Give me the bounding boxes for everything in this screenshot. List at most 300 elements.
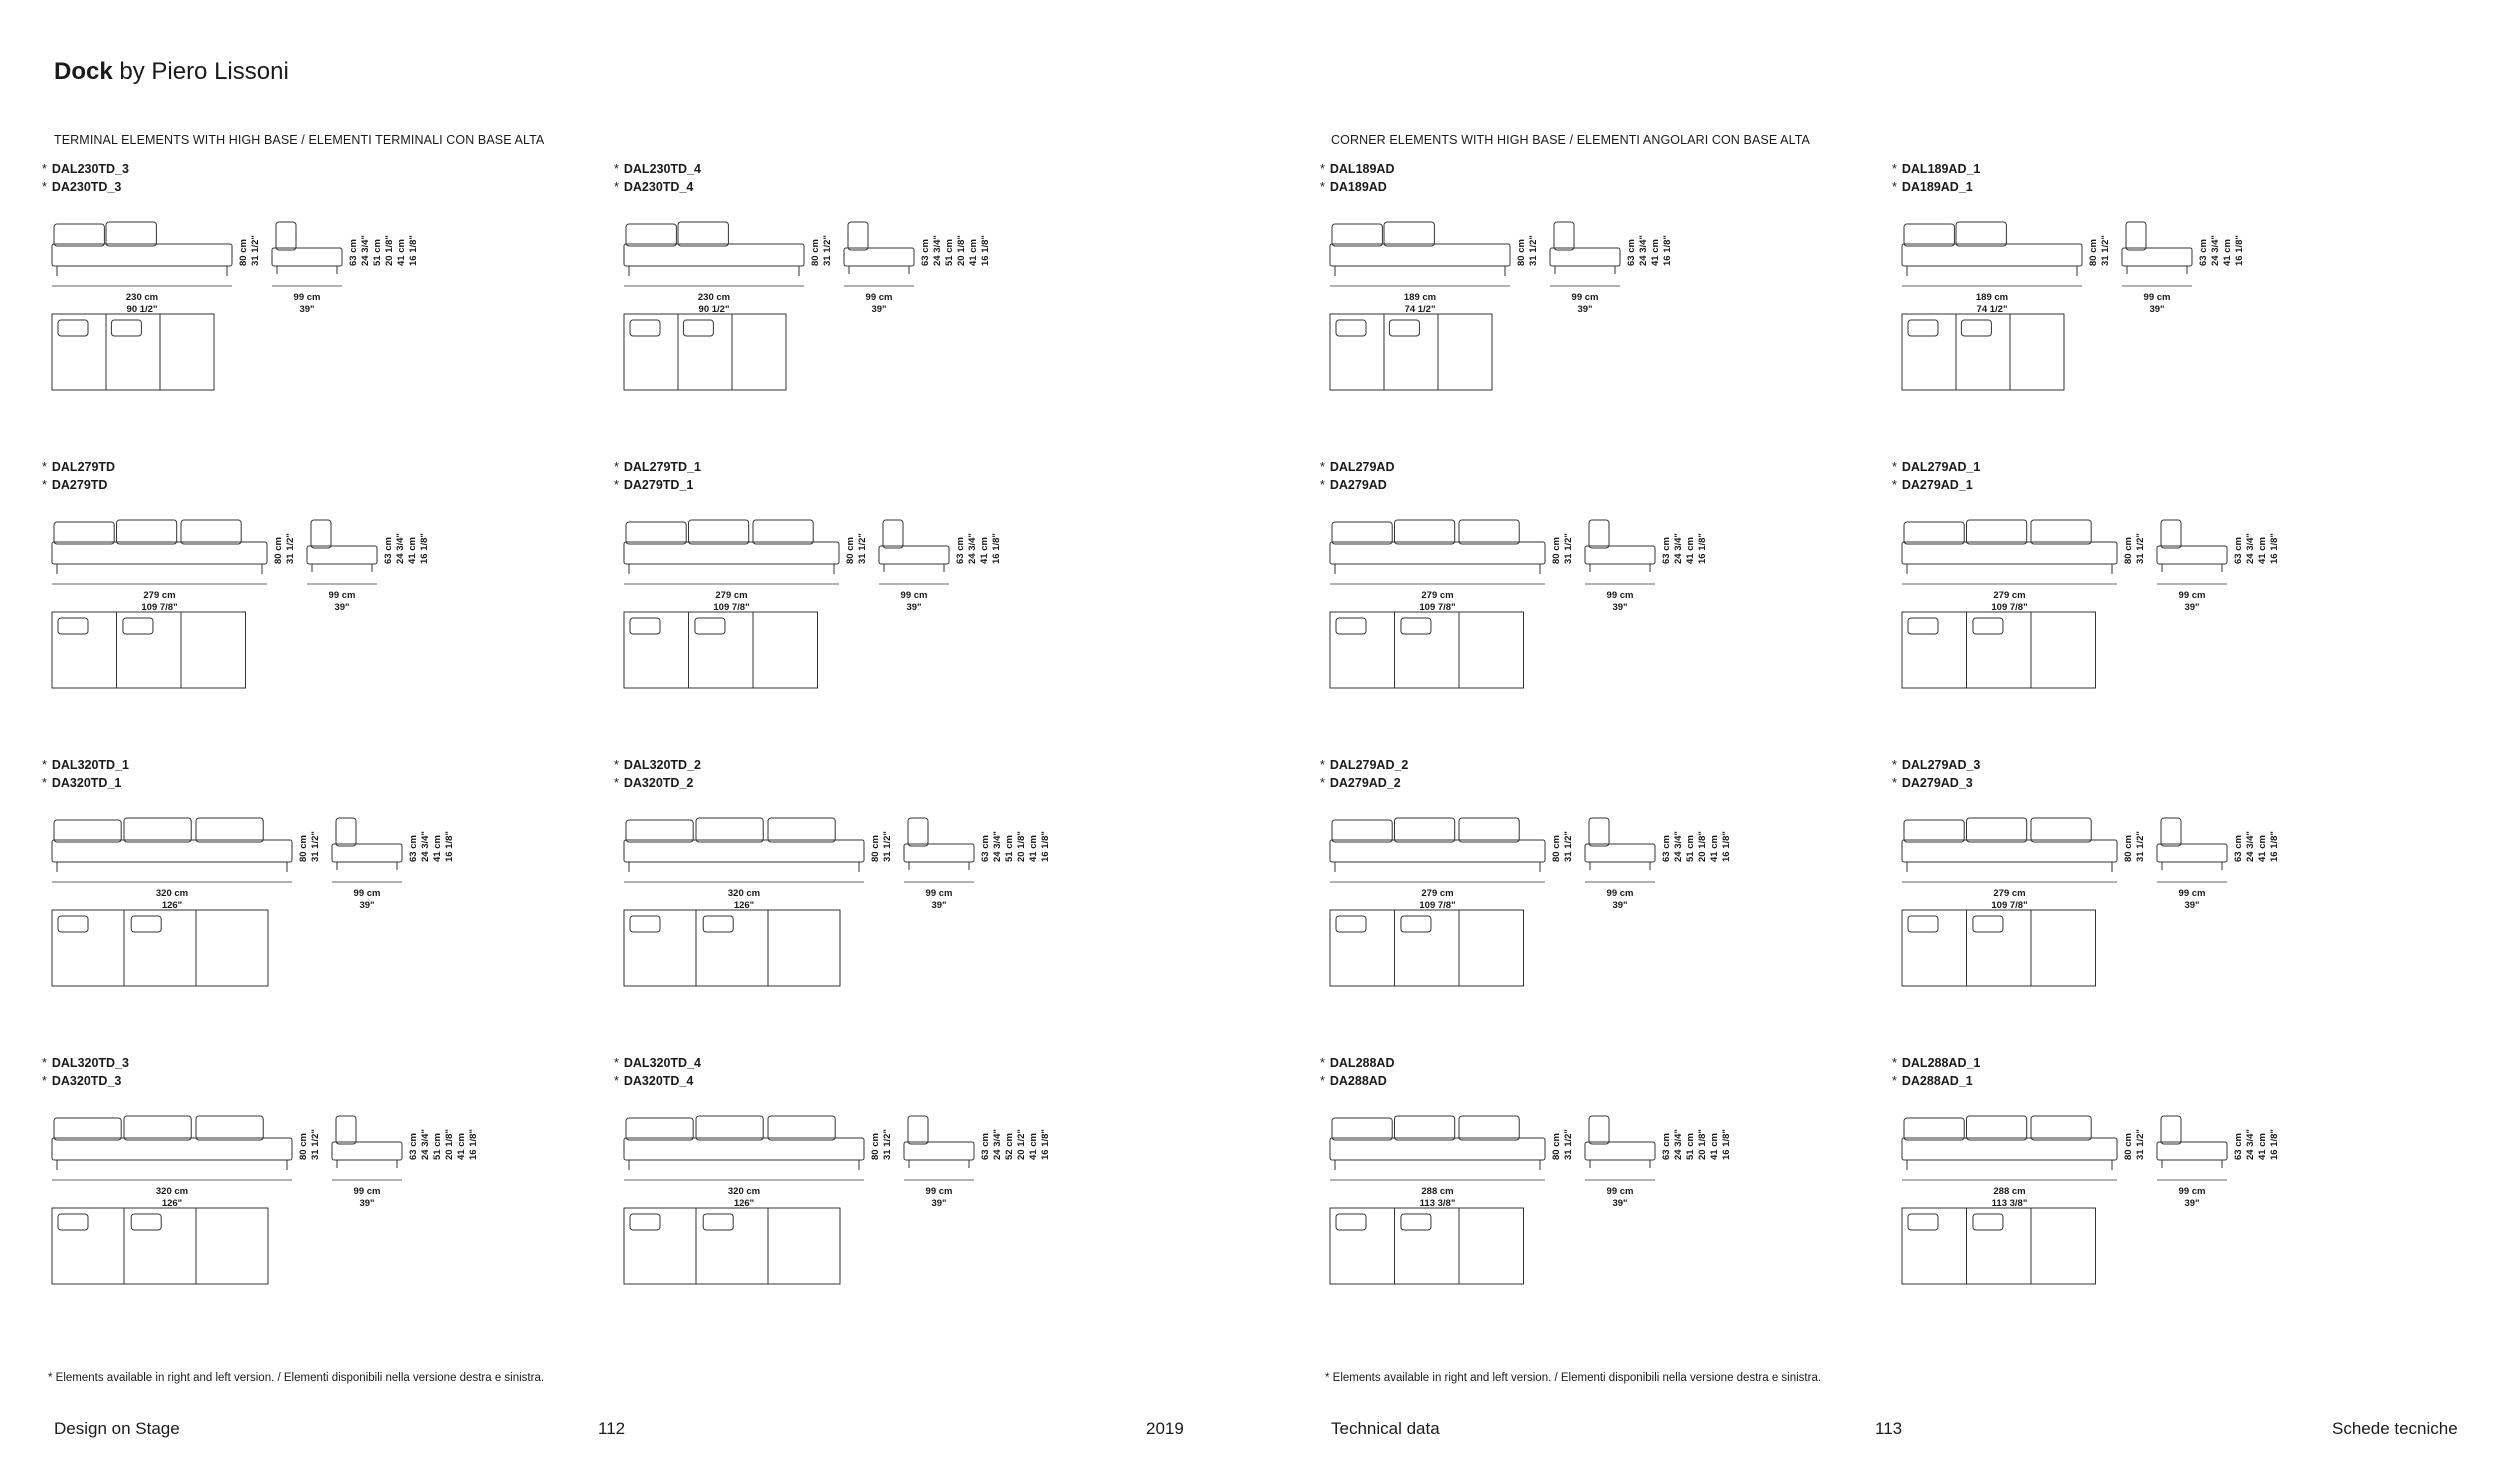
asterisk-marker: * bbox=[1892, 1074, 1897, 1088]
depth-inch-label: 39" bbox=[1612, 1198, 1628, 1209]
width-cm-label: 279 cm bbox=[1993, 888, 2026, 899]
height-label: 63 cm bbox=[2233, 1133, 2244, 1160]
height-label: 16 1/8" bbox=[991, 533, 1002, 564]
product-code bbox=[614, 756, 1174, 774]
height-label: 24 3/4" bbox=[2245, 831, 2256, 862]
width-cm-label: 279 cm bbox=[143, 590, 176, 601]
code-text: DAL320TD_1 bbox=[51, 758, 129, 772]
depth-inch-label: 39" bbox=[2149, 304, 2165, 315]
width-inch-label: 74 1/2" bbox=[1976, 304, 2008, 315]
height-label: 63 cm bbox=[408, 1133, 419, 1160]
height-label: 24 3/4" bbox=[420, 831, 431, 862]
asterisk-marker: * bbox=[42, 776, 47, 790]
height-label: 20 1/8" bbox=[1697, 1129, 1708, 1160]
height-label: 16 1/8" bbox=[468, 1129, 479, 1160]
width-cm-label: 288 cm bbox=[1993, 1186, 2026, 1197]
asterisk-marker: * bbox=[1892, 758, 1897, 772]
product-entry bbox=[1892, 160, 2452, 442]
footer-page-number: 112 bbox=[598, 1419, 626, 1438]
height-label: 20 1/8" bbox=[384, 235, 395, 266]
depth-cm-label: 99 cm bbox=[925, 1186, 953, 1197]
height-label: 41 cm bbox=[1685, 537, 1696, 564]
height-label: 41 cm bbox=[968, 239, 979, 266]
code-text: DA288AD bbox=[1329, 1074, 1387, 1088]
product-code bbox=[1320, 774, 1880, 792]
height-label: 20 1/8" bbox=[956, 235, 967, 266]
width-inch-label: 109 7/8" bbox=[1419, 900, 1456, 911]
depth-cm-label: 99 cm bbox=[293, 292, 321, 303]
depth-inch-label: 39" bbox=[871, 304, 887, 315]
height-label: 41 cm bbox=[2257, 835, 2268, 862]
depth-inch-label: 39" bbox=[931, 900, 947, 911]
height-label: 80 cm bbox=[2123, 537, 2134, 564]
product-code bbox=[42, 160, 602, 178]
height-label: 24 3/4" bbox=[1638, 235, 1649, 266]
footer-left-label: Design on Stage bbox=[54, 1419, 180, 1438]
depth-cm-label: 99 cm bbox=[1571, 292, 1599, 303]
sofa-drawing bbox=[1892, 500, 2452, 740]
height-label: 31 1/2" bbox=[2135, 831, 2146, 862]
product-entry bbox=[42, 160, 602, 442]
asterisk-marker: * bbox=[42, 1074, 47, 1088]
code-text: DA320TD_3 bbox=[51, 1074, 122, 1088]
code-text: DAL279AD_2 bbox=[1329, 758, 1409, 772]
height-label: 80 cm bbox=[845, 537, 856, 564]
height-label: 51 cm bbox=[1685, 835, 1696, 862]
asterisk-marker: * bbox=[42, 460, 47, 474]
sofa-drawing bbox=[614, 798, 1174, 1038]
height-label: 16 1/8" bbox=[1721, 831, 1732, 862]
product-entry bbox=[42, 756, 602, 1038]
depth-cm-label: 99 cm bbox=[1606, 1186, 1634, 1197]
product-entry bbox=[1320, 458, 1880, 740]
asterisk-marker: * bbox=[42, 162, 47, 176]
height-label: 63 cm bbox=[980, 835, 991, 862]
width-inch-label: 109 7/8" bbox=[1991, 602, 2028, 613]
code-text: DA288AD_1 bbox=[1901, 1074, 1973, 1088]
height-label: 80 cm bbox=[238, 239, 249, 266]
height-label: 80 cm bbox=[298, 835, 309, 862]
product-entry bbox=[1320, 756, 1880, 1038]
product-code bbox=[1320, 756, 1880, 774]
product-entry bbox=[1320, 160, 1880, 442]
code-text: DAL288AD_1 bbox=[1901, 1056, 1981, 1070]
code-text: DAL320TD_2 bbox=[623, 758, 701, 772]
sofa-drawing bbox=[42, 798, 602, 1038]
height-label: 31 1/2" bbox=[310, 1129, 321, 1160]
width-inch-label: 126" bbox=[733, 1198, 755, 1209]
depth-inch-label: 39" bbox=[1577, 304, 1593, 315]
left-footnote: * Elements available in right and left version. / Elementi disponibili nella versione destra e sinistra. bbox=[48, 1372, 545, 1384]
width-inch-label: 74 1/2" bbox=[1404, 304, 1436, 315]
height-label: 16 1/8" bbox=[2269, 533, 2280, 564]
width-cm-label: 230 cm bbox=[125, 292, 159, 303]
code-text: DAL230TD_3 bbox=[51, 162, 129, 176]
page-title bbox=[54, 58, 289, 86]
height-label: 24 3/4" bbox=[1673, 533, 1684, 564]
asterisk-marker: * bbox=[614, 1056, 619, 1070]
product-code bbox=[42, 476, 602, 494]
asterisk-marker: * bbox=[614, 776, 619, 790]
product-code bbox=[42, 1072, 602, 1090]
depth-cm-label: 99 cm bbox=[328, 590, 356, 601]
depth-cm-label: 99 cm bbox=[2178, 590, 2206, 601]
code-text: DAL279TD_1 bbox=[623, 460, 701, 474]
code-text: DAL189AD bbox=[1329, 162, 1395, 176]
height-label: 31 1/2" bbox=[250, 235, 261, 266]
height-label: 41 cm bbox=[1028, 835, 1039, 862]
code-text: DA279AD_3 bbox=[1901, 776, 1973, 790]
product-code bbox=[42, 774, 602, 792]
code-text: DAL189AD_1 bbox=[1901, 162, 1981, 176]
product-code bbox=[1320, 1072, 1880, 1090]
width-inch-label: 126" bbox=[161, 1198, 183, 1209]
height-label: 16 1/8" bbox=[408, 235, 419, 266]
depth-cm-label: 99 cm bbox=[865, 292, 893, 303]
sofa-drawing bbox=[1320, 798, 1880, 1038]
height-label: 80 cm bbox=[273, 537, 284, 564]
height-label: 80 cm bbox=[298, 1133, 309, 1160]
height-label: 80 cm bbox=[810, 239, 821, 266]
depth-cm-label: 99 cm bbox=[353, 1186, 381, 1197]
sofa-drawing bbox=[614, 500, 1174, 740]
asterisk-marker: * bbox=[614, 460, 619, 474]
product-entry bbox=[614, 1054, 1174, 1336]
height-label: 41 cm bbox=[1650, 239, 1661, 266]
height-label: 80 cm bbox=[1516, 239, 1527, 266]
footer-page-number-right: 113 bbox=[1875, 1419, 1903, 1438]
width-cm-label: 320 cm bbox=[155, 888, 189, 899]
product-code bbox=[1892, 1054, 2452, 1072]
height-label: 63 cm bbox=[1661, 1133, 1672, 1160]
height-label: 41 cm bbox=[1028, 1133, 1039, 1160]
width-cm-label: 189 cm bbox=[1403, 292, 1437, 303]
width-inch-label: 126" bbox=[733, 900, 755, 911]
left-section-title: TERMINAL ELEMENTS WITH HIGH BASE / ELEMENTI TERMINALI CON BASE ALTA bbox=[54, 133, 545, 147]
right-section-title: CORNER ELEMENTS WITH HIGH BASE / ELEMENTI ANGOLARI CON BASE ALTA bbox=[1331, 133, 1810, 147]
product-code bbox=[1892, 160, 2452, 178]
height-label: 16 1/8" bbox=[1040, 831, 1051, 862]
product-code bbox=[1320, 160, 1880, 178]
height-label: 63 cm bbox=[980, 1133, 991, 1160]
asterisk-marker: * bbox=[1892, 776, 1897, 790]
sofa-drawing bbox=[1892, 1096, 2452, 1336]
height-label: 63 cm bbox=[2233, 835, 2244, 862]
width-inch-label: 113 3/8" bbox=[1419, 1198, 1456, 1209]
asterisk-marker: * bbox=[1320, 460, 1325, 474]
product-entry bbox=[1892, 458, 2452, 740]
width-inch-label: 126" bbox=[161, 900, 183, 911]
height-label: 63 cm bbox=[1626, 239, 1637, 266]
asterisk-marker: * bbox=[1320, 758, 1325, 772]
depth-inch-label: 39" bbox=[1612, 900, 1628, 911]
depth-cm-label: 99 cm bbox=[2143, 292, 2171, 303]
asterisk-marker: * bbox=[614, 1074, 619, 1088]
code-text: DAL320TD_3 bbox=[51, 1056, 129, 1070]
product-entry bbox=[614, 756, 1174, 1038]
height-label: 63 cm bbox=[2198, 239, 2209, 266]
product-code bbox=[1892, 178, 2452, 196]
depth-cm-label: 99 cm bbox=[1606, 590, 1634, 601]
height-label: 80 cm bbox=[1551, 1133, 1562, 1160]
width-cm-label: 288 cm bbox=[1421, 1186, 1454, 1197]
product-code bbox=[1892, 774, 2452, 792]
height-label: 16 1/8" bbox=[419, 533, 430, 564]
product-entry bbox=[614, 458, 1174, 740]
height-label: 24 3/4" bbox=[1673, 1129, 1684, 1160]
width-cm-label: 279 cm bbox=[715, 590, 748, 601]
product-entry bbox=[1892, 756, 2452, 1038]
footer-right-title: Schede tecniche bbox=[2332, 1419, 2458, 1438]
height-label: 16 1/8" bbox=[2269, 831, 2280, 862]
product-code bbox=[1892, 476, 2452, 494]
height-label: 63 cm bbox=[1661, 537, 1672, 564]
width-cm-label: 189 cm bbox=[1975, 292, 2009, 303]
product-entry bbox=[42, 458, 602, 740]
code-text: DAL320TD_4 bbox=[623, 1056, 701, 1070]
code-text: DA230TD_3 bbox=[51, 180, 122, 194]
code-text: DA189AD_1 bbox=[1901, 180, 1973, 194]
height-label: 16 1/8" bbox=[1662, 235, 1673, 266]
asterisk-marker: * bbox=[1892, 460, 1897, 474]
code-text: DAL279AD_3 bbox=[1901, 758, 1981, 772]
height-label: 24 3/4" bbox=[395, 533, 406, 564]
height-label: 63 cm bbox=[2233, 537, 2244, 564]
sofa-drawing bbox=[1320, 202, 1880, 442]
right-footnote: * Elements available in right and left version. / Elementi disponibili nella versione destra e sinistra. bbox=[1325, 1372, 1822, 1384]
height-label: 41 cm bbox=[2222, 239, 2233, 266]
height-label: 80 cm bbox=[2123, 1133, 2134, 1160]
height-label: 63 cm bbox=[920, 239, 931, 266]
code-text: DA279TD_1 bbox=[623, 478, 694, 492]
sofa-drawing bbox=[1320, 1096, 1880, 1336]
depth-cm-label: 99 cm bbox=[2178, 888, 2206, 899]
asterisk-marker: * bbox=[614, 162, 619, 176]
asterisk-marker: * bbox=[1892, 1056, 1897, 1070]
width-cm-label: 320 cm bbox=[155, 1186, 189, 1197]
height-label: 20 1/8" bbox=[1016, 831, 1027, 862]
asterisk-marker: * bbox=[1320, 180, 1325, 194]
product-code bbox=[614, 1072, 1174, 1090]
product-code bbox=[1892, 1072, 2452, 1090]
width-cm-label: 230 cm bbox=[697, 292, 731, 303]
sofa-drawing bbox=[42, 500, 602, 740]
height-label: 20 1/2" bbox=[1016, 1129, 1027, 1160]
height-label: 41 cm bbox=[407, 537, 418, 564]
depth-inch-label: 39" bbox=[1612, 602, 1628, 613]
height-label: 16 1/8" bbox=[444, 831, 455, 862]
asterisk-marker: * bbox=[42, 478, 47, 492]
depth-inch-label: 39" bbox=[359, 1198, 375, 1209]
product-code bbox=[42, 458, 602, 476]
width-inch-label: 109 7/8" bbox=[1419, 602, 1456, 613]
height-label: 31 1/2" bbox=[2135, 533, 2146, 564]
depth-inch-label: 39" bbox=[2184, 602, 2200, 613]
height-label: 20 1/8" bbox=[444, 1129, 455, 1160]
product-code bbox=[1320, 458, 1880, 476]
height-label: 31 1/2" bbox=[1563, 533, 1574, 564]
code-text: DAL279AD_1 bbox=[1901, 460, 1981, 474]
code-text: DA230TD_4 bbox=[623, 180, 694, 194]
height-label: 51 cm bbox=[372, 239, 383, 266]
height-label: 24 3/4" bbox=[2245, 1129, 2256, 1160]
height-label: 31 1/2" bbox=[1528, 235, 1539, 266]
height-label: 63 cm bbox=[383, 537, 394, 564]
product-code bbox=[42, 1054, 602, 1072]
code-text: DAL230TD_4 bbox=[623, 162, 701, 176]
height-label: 63 cm bbox=[348, 239, 359, 266]
height-label: 80 cm bbox=[870, 835, 881, 862]
height-label: 31 1/2" bbox=[857, 533, 868, 564]
height-label: 24 3/4" bbox=[992, 831, 1003, 862]
width-cm-label: 279 cm bbox=[1421, 888, 1454, 899]
height-label: 31 1/2" bbox=[882, 831, 893, 862]
height-label: 41 cm bbox=[456, 1133, 467, 1160]
height-label: 41 cm bbox=[2257, 1133, 2268, 1160]
height-label: 16 1/8" bbox=[1040, 1129, 1051, 1160]
depth-cm-label: 99 cm bbox=[900, 590, 928, 601]
height-label: 51 cm bbox=[432, 1133, 443, 1160]
width-inch-label: 109 7/8" bbox=[713, 602, 750, 613]
height-label: 80 cm bbox=[1551, 537, 1562, 564]
product-code bbox=[614, 1054, 1174, 1072]
height-label: 16 1/8" bbox=[2234, 235, 2245, 266]
height-label: 24 3/4" bbox=[2210, 235, 2221, 266]
height-label: 24 3/4" bbox=[360, 235, 371, 266]
height-label: 31 1/2" bbox=[285, 533, 296, 564]
height-label: 31 1/2" bbox=[882, 1129, 893, 1160]
width-inch-label: 113 3/8" bbox=[1991, 1198, 2028, 1209]
height-label: 24 3/4" bbox=[420, 1129, 431, 1160]
code-text: DA320TD_1 bbox=[51, 776, 122, 790]
product-code bbox=[614, 160, 1174, 178]
product-entry bbox=[1892, 1054, 2452, 1336]
height-label: 63 cm bbox=[955, 537, 966, 564]
height-label: 24 3/4" bbox=[932, 235, 943, 266]
height-label: 31 1/2" bbox=[1563, 1129, 1574, 1160]
asterisk-marker: * bbox=[1892, 180, 1897, 194]
depth-inch-label: 39" bbox=[931, 1198, 947, 1209]
product-entry bbox=[614, 160, 1174, 442]
asterisk-marker: * bbox=[1892, 162, 1897, 176]
code-text: DA320TD_2 bbox=[623, 776, 694, 790]
asterisk-marker: * bbox=[42, 180, 47, 194]
height-label: 51 cm bbox=[944, 239, 955, 266]
product-code bbox=[1320, 1054, 1880, 1072]
asterisk-marker: * bbox=[1320, 776, 1325, 790]
height-label: 31 1/2" bbox=[2100, 235, 2111, 266]
height-label: 41 cm bbox=[1709, 835, 1720, 862]
code-text: DA279AD bbox=[1329, 478, 1387, 492]
product-entry bbox=[1320, 1054, 1880, 1336]
asterisk-marker: * bbox=[1320, 162, 1325, 176]
height-label: 24 3/4" bbox=[992, 1129, 1003, 1160]
height-label: 31 1/2" bbox=[822, 235, 833, 266]
depth-cm-label: 99 cm bbox=[2178, 1186, 2206, 1197]
asterisk-marker: * bbox=[614, 478, 619, 492]
width-cm-label: 279 cm bbox=[1421, 590, 1454, 601]
height-label: 16 1/8" bbox=[1721, 1129, 1732, 1160]
width-inch-label: 90 1/2" bbox=[698, 304, 730, 315]
height-label: 24 3/4" bbox=[2245, 533, 2256, 564]
height-label: 80 cm bbox=[870, 1133, 881, 1160]
height-label: 41 cm bbox=[396, 239, 407, 266]
product-code bbox=[1320, 178, 1880, 196]
depth-cm-label: 99 cm bbox=[353, 888, 381, 899]
height-label: 80 cm bbox=[2123, 835, 2134, 862]
width-cm-label: 320 cm bbox=[727, 888, 761, 899]
asterisk-marker: * bbox=[42, 758, 47, 772]
code-text: DAL288AD bbox=[1329, 1056, 1395, 1070]
height-label: 41 cm bbox=[1709, 1133, 1720, 1160]
product-entry bbox=[42, 1054, 602, 1336]
height-label: 63 cm bbox=[408, 835, 419, 862]
width-cm-label: 279 cm bbox=[1993, 590, 2026, 601]
code-text: DA279AD_1 bbox=[1901, 478, 1973, 492]
asterisk-marker: * bbox=[614, 758, 619, 772]
product-code bbox=[614, 774, 1174, 792]
width-inch-label: 109 7/8" bbox=[1991, 900, 2028, 911]
height-label: 41 cm bbox=[979, 537, 990, 564]
product-code bbox=[42, 178, 602, 196]
depth-inch-label: 39" bbox=[2184, 900, 2200, 911]
sofa-drawing bbox=[1320, 500, 1880, 740]
height-label: 80 cm bbox=[1551, 835, 1562, 862]
height-label: 31 1/2" bbox=[2135, 1129, 2146, 1160]
height-label: 16 1/8" bbox=[2269, 1129, 2280, 1160]
sofa-drawing bbox=[42, 202, 602, 442]
footer-year: 2019 bbox=[1146, 1419, 1184, 1438]
sofa-drawing bbox=[614, 202, 1174, 442]
product-code bbox=[614, 458, 1174, 476]
product-code bbox=[614, 178, 1174, 196]
product-code bbox=[1892, 458, 2452, 476]
depth-inch-label: 39" bbox=[906, 602, 922, 613]
depth-inch-label: 39" bbox=[334, 602, 350, 613]
depth-inch-label: 39" bbox=[359, 900, 375, 911]
width-inch-label: 90 1/2" bbox=[126, 304, 158, 315]
sofa-drawing bbox=[42, 1096, 602, 1336]
height-label: 24 3/4" bbox=[967, 533, 978, 564]
width-inch-label: 109 7/8" bbox=[141, 602, 178, 613]
depth-inch-label: 39" bbox=[2184, 1198, 2200, 1209]
height-label: 31 1/2" bbox=[310, 831, 321, 862]
height-label: 20 1/8" bbox=[1697, 831, 1708, 862]
code-text: DA279AD_2 bbox=[1329, 776, 1401, 790]
height-label: 24 3/4" bbox=[1673, 831, 1684, 862]
depth-inch-label: 39" bbox=[299, 304, 315, 315]
height-label: 31 1/2" bbox=[1563, 831, 1574, 862]
height-label: 52 cm bbox=[1004, 1133, 1015, 1160]
height-label: 16 1/8" bbox=[1697, 533, 1708, 564]
asterisk-marker: * bbox=[1320, 1056, 1325, 1070]
brand-name: Dock bbox=[54, 58, 113, 85]
code-text: DA279TD bbox=[51, 478, 108, 492]
height-label: 16 1/8" bbox=[980, 235, 991, 266]
sofa-drawing bbox=[1892, 202, 2452, 442]
height-label: 41 cm bbox=[2257, 537, 2268, 564]
asterisk-marker: * bbox=[42, 1056, 47, 1070]
product-code bbox=[1892, 756, 2452, 774]
asterisk-marker: * bbox=[1320, 1074, 1325, 1088]
code-text: DAL279AD bbox=[1329, 460, 1395, 474]
depth-cm-label: 99 cm bbox=[1606, 888, 1634, 899]
product-code bbox=[614, 476, 1174, 494]
sofa-drawing bbox=[1892, 798, 2452, 1038]
asterisk-marker: * bbox=[1892, 478, 1897, 492]
code-text: DA189AD bbox=[1329, 180, 1387, 194]
code-text: DAL279TD bbox=[51, 460, 116, 474]
